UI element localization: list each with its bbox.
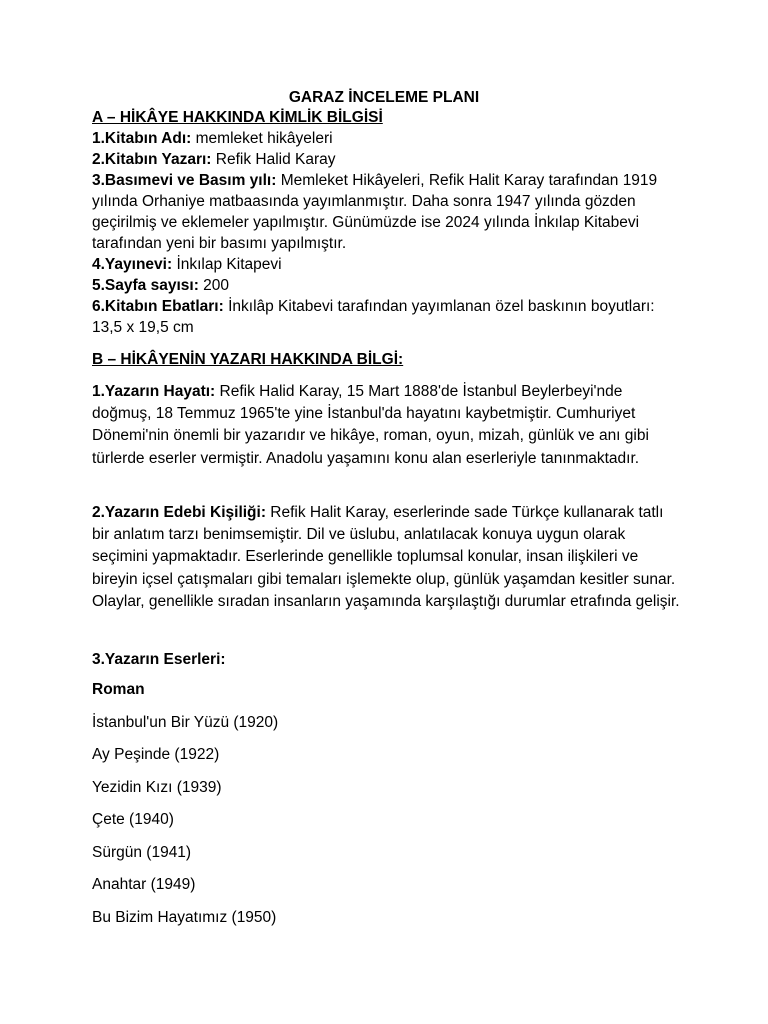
works-label-text: 3.Yazarın Eserleri: xyxy=(92,651,226,668)
works-list xyxy=(92,680,682,940)
author-value: Refik Halid Karay xyxy=(211,151,336,168)
list-item: Ay Peşinde (1922) xyxy=(92,746,220,763)
publishing-house-value: İnkılap Kitapevi xyxy=(172,256,282,273)
publisher-year-field xyxy=(92,170,682,254)
author-life-label: 1.Yazarın Hayatı: xyxy=(92,383,216,400)
novel-heading: Roman xyxy=(92,681,145,698)
page-count-label: 5.Sayfa sayısı: xyxy=(92,277,199,294)
section-a xyxy=(92,107,682,338)
list-item: Yezidin Kızı (1939) xyxy=(92,778,222,796)
list-item: Çete (1940) xyxy=(92,811,174,828)
publisher-year-value: Memleket Hikâyeleri, Refik Halit Karay tarafından 1919 yılında Orhaniye matbaasında yayımlanmıştır. Daha sonra 1947 yılında gözden geçirilmiş ve eklemeler yapılmıştır. Günümüzde ise 2024 yılında İnkılap Kitabevi tarafından yeni bir basımı yapılmıştır. xyxy=(92,172,658,252)
publishing-house-field xyxy=(92,254,682,275)
author-field xyxy=(92,149,682,170)
publisher-year-label: 3.Basımevi ve Basım yılı: xyxy=(92,172,277,189)
dimensions-label: 6.Kitabın Ebatları: xyxy=(92,298,224,315)
dimensions-value: İnkılâp Kitabevi tarafından yayımlanan özel baskının boyutları: 13,5 x 19,5 cm xyxy=(92,298,655,336)
section-b-heading: B – HİKÂYENİN YAZARI HAKKINDA BİLGİ: xyxy=(92,351,404,368)
section-a-heading: A – HİKÂYE HAKKINDA KİMLİK BİLGİSİ xyxy=(92,109,383,126)
novel-heading-row xyxy=(92,680,682,713)
works-label xyxy=(92,650,682,670)
author-label: 2.Kitabın Yazarı: xyxy=(92,151,212,168)
book-name-label: 1.Kitabın Adı: xyxy=(92,130,192,147)
dimensions-field xyxy=(92,296,682,338)
literary-personality-label: 2.Yazarın Edebi Kişiliği: xyxy=(92,504,266,521)
author-life-value: Refik Halid Karay, 15 Mart 1888'de İstanbul Beylerbeyi'nde doğmuş, 18 Temmuz 1965'te yine İstanbul'da hayatını kaybetmiştir. Cumhuriyet Dönemi'nin önemli bir yazarıdır ve hikâye, roman, oyun, mizah, günlük ve anı gibi türlerde eserler vermiştir. Anadolu yaşamını konu alan eserleriyle tanınmaktadır. xyxy=(92,383,649,467)
list-item: Bu Bizim Hayatımız (1950) xyxy=(92,908,277,926)
author-life-paragraph xyxy=(92,381,682,470)
document-title: GARAZ İNCELEME PLANI xyxy=(288,89,480,106)
page-count-field xyxy=(92,275,682,296)
literary-personality-paragraph xyxy=(92,502,682,613)
book-name-field xyxy=(92,128,682,149)
book-name-value: memleket hikâyeleri xyxy=(191,130,333,147)
list-item: Anahtar (1949) xyxy=(92,876,196,893)
publishing-house-label: 4.Yayınevi: xyxy=(92,256,173,273)
list-item: İstanbul'un Bir Yüzü (1920) xyxy=(92,713,279,731)
list-item: Sürgün (1941) xyxy=(92,843,192,861)
literary-personality-value: Refik Halit Karay, eserlerinde sade Türkçe kullanarak tatlı bir anlatım tarzı benimsemiştir. Dil ve üslubu, anlatılacak konuya uygun olarak seçimini yapmaktadır. Eserlerinde genellikle toplumsal konular, insan ilişkileri ve bireyin içsel çatışmaları gibi temaları işlemekte olup, günlük yaşamdan kesitler sunar. Olaylar, genellikle sıradan insanların yaşamında karşılaştığı durumlar etrafında gelişir. xyxy=(92,504,680,610)
page-count-value: 200 xyxy=(198,277,230,294)
